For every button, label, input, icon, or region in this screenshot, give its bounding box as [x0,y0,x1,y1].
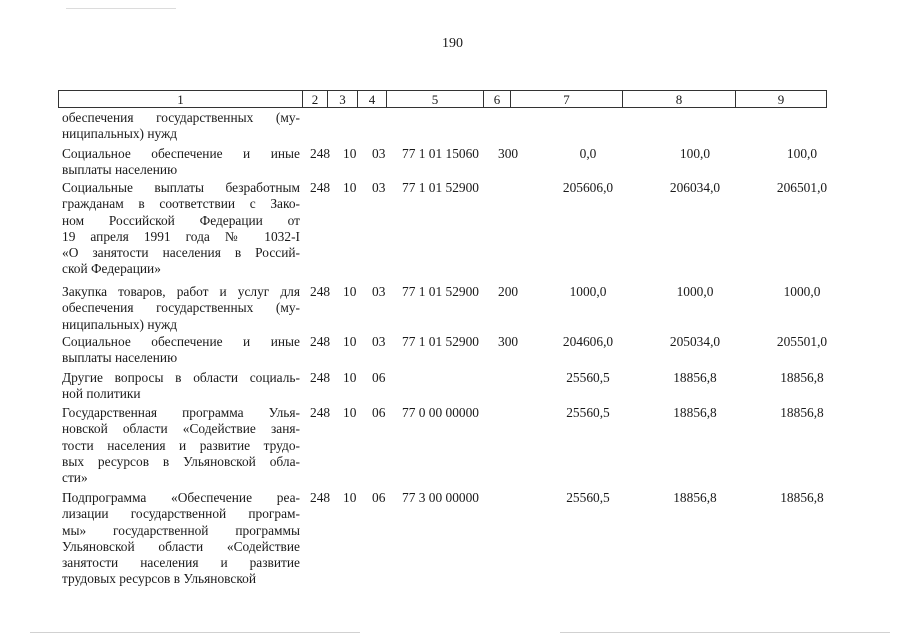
scan-noise [66,8,176,9]
cell-col-2: 248 [310,370,331,385]
header-col-7: 7 [511,91,623,107]
row-name-line: Социальные выплаты безработным [62,180,300,195]
cell-col-4: 06 [372,405,386,420]
cell-col-9: 18856,8 [780,490,824,505]
row-name [62,146,300,179]
row-name-line: занятости населения и развитие [62,555,300,571]
cell-col-4: 06 [372,490,386,505]
row-name [62,180,300,278]
row-name-line: ниципальных) нужд [62,316,178,332]
row-name [62,370,300,403]
row-name-line: гражданам в соответствии с Зако- [62,196,300,212]
row-name [62,334,300,367]
cell-col-7: 204606,0 [562,334,614,349]
row-name [62,490,300,588]
row-name-line: новской области «Содействие заня- [62,421,300,437]
cell-col-7: 25560,5 [566,405,610,420]
row-name-line: мы» государственной программы [62,522,300,538]
cell-col-8: 206034,0 [669,180,721,195]
header-col-4: 4 [358,91,387,107]
cell-col-5: 77 1 01 52900 [402,334,479,349]
cell-col-6: 200 [498,284,519,299]
row-name [62,110,300,143]
header-col-9: 9 [777,92,785,107]
row-name-line: Закупка товаров, работ и услуг для [62,284,300,299]
cell-col-2: 248 [310,405,331,420]
row-name-line: вых ресурсов в Ульяновской обла- [62,453,300,469]
cell-col-9: 1000,0 [783,284,821,299]
row-name-line: обеспечения государственных (му- [62,300,300,316]
row-name-line: ном Российской Федерации от [62,212,300,228]
row-name-line: выплаты населению [62,350,178,366]
cell-col-8: 18856,8 [673,490,717,505]
header-col-2: 2 [303,91,328,107]
cell-col-9: 206501,0 [776,180,828,195]
cell-col-7: 205606,0 [562,180,614,195]
cell-col-6: 300 [498,146,519,161]
cell-col-3: 10 [343,284,357,299]
cell-col-8: 205034,0 [669,334,721,349]
cell-col-2: 248 [310,284,331,299]
row-name-line: Подпрограмма «Обеспечение реа- [62,490,300,505]
row-name-line: ной политики [62,386,141,402]
row-name-line: Социальное обеспечение и иные [62,334,300,349]
scan-noise [30,632,360,633]
row-name-line: сти» [62,470,88,486]
cell-col-9: 100,0 [786,146,818,161]
header-col-6: 6 [484,91,511,107]
cell-col-8: 18856,8 [673,370,717,385]
header-col-3: 3 [328,91,358,107]
row-name-line: трудовых ресурсов в Ульяновской [62,571,257,587]
cell-col-5: 77 0 00 00000 [402,405,479,420]
scan-noise [560,632,890,633]
header-col-1: 1 [59,91,303,107]
cell-col-5: 77 3 00 00000 [402,490,479,505]
table-header [58,90,827,108]
cell-col-5: 77 1 01 52900 [402,284,479,299]
cell-col-5: 77 1 01 15060 [402,146,479,161]
cell-col-4: 03 [372,284,386,299]
header-col-5: 5 [387,91,484,107]
cell-col-2: 248 [310,180,331,195]
row-name-line: «О занятости населения в Россий- [62,245,300,261]
cell-col-8: 100,0 [679,146,711,161]
cell-col-2: 248 [310,146,331,161]
cell-col-7: 1000,0 [569,284,607,299]
row-name-line: Государственная программа Улья- [62,405,300,420]
row-name-line: Другие вопросы в области социаль- [62,370,300,385]
cell-col-2: 248 [310,334,331,349]
cell-col-9: 18856,8 [780,405,824,420]
page-number: 190 [442,36,463,51]
cell-col-4: 06 [372,370,386,385]
cell-col-3: 10 [343,146,357,161]
cell-col-4: 03 [372,334,386,349]
row-name-line: 19 апреля 1991 года № 1032-I [62,228,300,244]
cell-col-7: 25560,5 [566,490,610,505]
cell-col-4: 03 [372,180,386,195]
row-name-line: лизации государственной програм- [62,506,300,522]
cell-col-7: 25560,5 [566,370,610,385]
cell-col-3: 10 [343,334,357,349]
cell-col-3: 10 [343,490,357,505]
cell-col-8: 1000,0 [676,284,714,299]
row-name-line: Социальное обеспечение и иные [62,146,300,161]
cell-col-3: 10 [343,405,357,420]
header-col-8: 8 [623,91,736,107]
row-name-line: выплаты населению [62,162,178,178]
cell-col-7: 0,0 [579,146,597,161]
row-name-line: ской Федерации» [62,261,161,277]
cell-col-3: 10 [343,180,357,195]
cell-col-9: 18856,8 [780,370,824,385]
row-name-line: тости населения и развитие трудо- [62,437,300,453]
row-name [62,284,300,333]
cell-col-8: 18856,8 [673,405,717,420]
row-name [62,405,300,486]
row-name-line: обеспечения государственных (му- [62,110,300,125]
row-name-line: ниципальных) нужд [62,126,178,142]
row-name-line: Ульяновской области «Содействие [62,538,300,554]
cell-col-3: 10 [343,370,357,385]
cell-col-5: 77 1 01 52900 [402,180,479,195]
cell-col-6: 300 [498,334,519,349]
cell-col-2: 248 [310,490,331,505]
cell-col-4: 03 [372,146,386,161]
cell-col-9: 205501,0 [776,334,828,349]
